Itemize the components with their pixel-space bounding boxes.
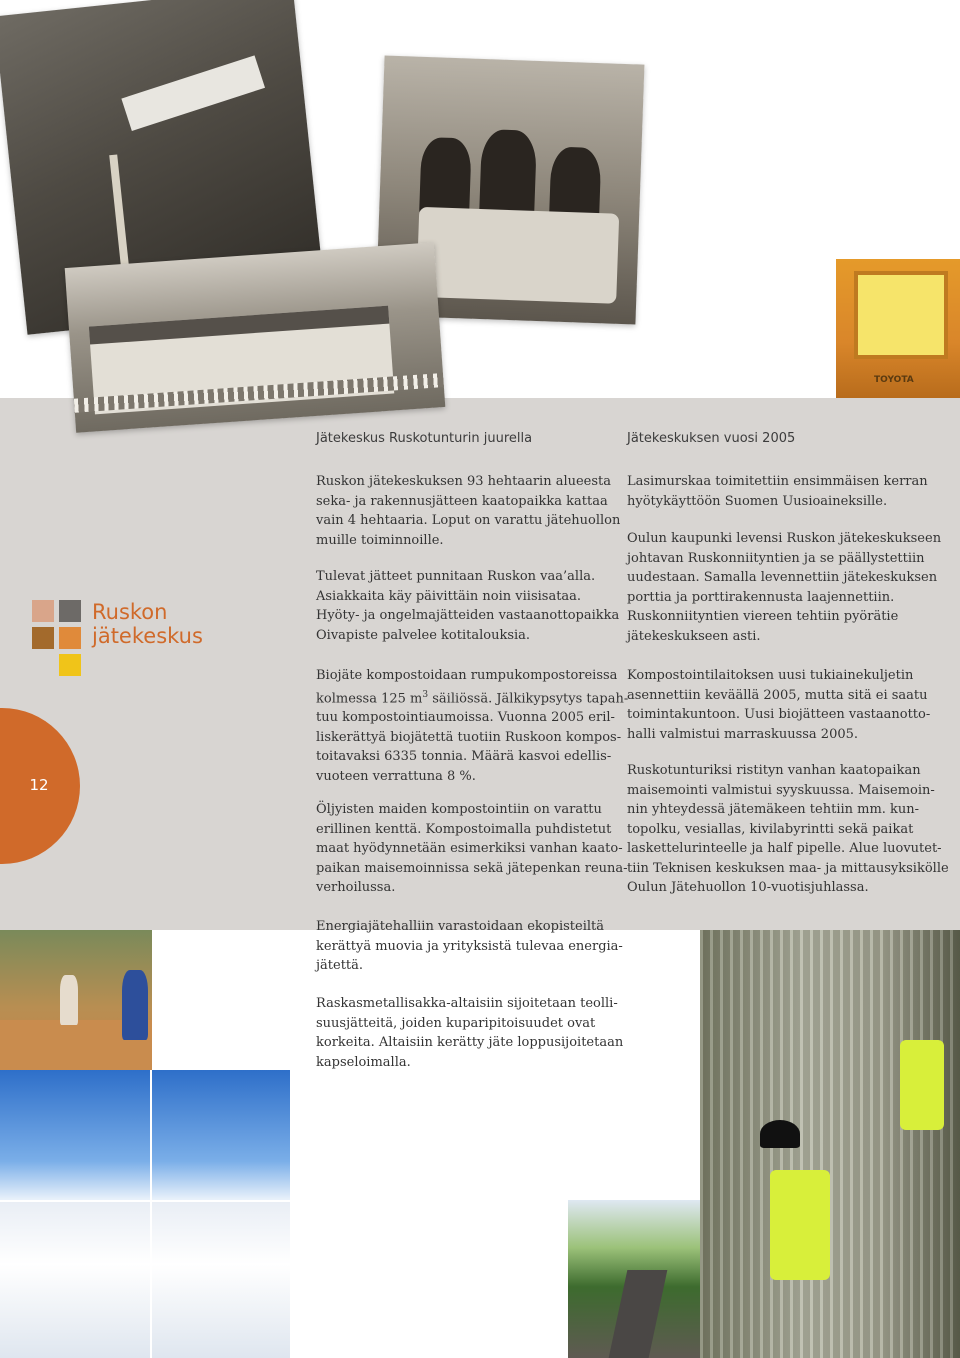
- logo-square: [59, 654, 81, 676]
- right-paragraph: Lasimurskaa toimitettiin ensimmäisen kerran hyötykäyttöön Suomen Uusioaineksille.: [627, 474, 928, 509]
- painters-photo: [700, 930, 960, 1358]
- snow-sky-tile: [152, 1070, 290, 1200]
- photo-person: [122, 970, 148, 1040]
- left-paragraph-biojate: [316, 666, 628, 786]
- biojate-rest: tuu kompostointiaumoissa. Vuonna 2005 eril- liskerättyä biojätettä tuotiin Ruskoon kompos- toitavaksi 6335 tonnia. Määrä kasvoi edellis- vuoteen verrattuna 8 %.: [316, 710, 622, 784]
- bike-path-photo: [568, 1200, 700, 1358]
- logo-text: Ruskon jätekeskus: [92, 600, 203, 648]
- left-paragraph: Ruskon jätekeskuksen 93 hehtaarin alueesta seka- ja rakennusjätteen kaatopaikka kattaa vain 4 hehtaaria. Loput on varattu jätehuollon muille toiminnoille.: [316, 474, 621, 548]
- photo-vest: [770, 1170, 830, 1280]
- right-heading: Jätekeskuksen vuosi 2005: [627, 431, 796, 446]
- biojate-line: kolmessa 125 m: [316, 690, 423, 706]
- logo-square: [59, 627, 81, 649]
- forklift-cab: [854, 271, 948, 359]
- biojate-line: säiliössä. Jälkikypsytys tapah-: [428, 690, 629, 706]
- logo-square: [32, 627, 54, 649]
- biojate-line: Biojäte kompostoidaan rumpukompostoreissa: [316, 668, 618, 683]
- logo-square: [59, 600, 81, 622]
- ruskon-jatekeskus-logo: [32, 600, 232, 684]
- photo-cap: [760, 1120, 800, 1148]
- right-paragraph: Oulun kaupunki levensi Ruskon jätekeskukseen johtavan Ruskonniityntien ja se päällystettiin uudestaan. Samalla levennettiin jätekeskuksen porttia ja porttirakennusta laajennettiin. Ruskonniityntien viereen tehtiin pyörätie jätekeskukseen asti.: [627, 531, 942, 644]
- photo-vest: [900, 1040, 944, 1130]
- snow-field-tile: [0, 1202, 150, 1358]
- photo-person: [479, 129, 537, 221]
- left-paragraph: Energiajätehalliin varastoidaan ekopisteiltä kerättyä muovia ja yrityksistä tulevaa energia- jätettä.: [316, 919, 623, 973]
- left-paragraph: Raskasmetallisakka-altaisiin sijoitetaan teolli- suusjätteitä, joiden kuparipitoisuudet ovat korkeita. Altaisiin kerätty jäte loppusijoitetaan kapseloimalla.: [316, 996, 624, 1070]
- left-heading: Jätekeskus Ruskotunturin juurella: [316, 431, 533, 446]
- energy-hall-photo: [0, 930, 152, 1070]
- logo-square: [32, 600, 54, 622]
- snow-field-tile: [152, 1202, 290, 1358]
- left-paragraph: Tulevat jätteet punnitaan Ruskon vaa’alla. Asiakkaita käy päivittäin noin viisisataa. Hyöty- ja ongelmajätteiden vastaanottopaikka Oivapiste palvelee kotitalouksia.: [316, 569, 620, 643]
- page-number: 12: [29, 776, 49, 794]
- historic-house-photo: [65, 242, 446, 432]
- photo-wall: [700, 930, 960, 1358]
- photo-person: [60, 975, 78, 1025]
- forklift-brand: TOYOTA: [874, 375, 914, 385]
- right-paragraph: Kompostointilaitoksen uusi tukiainekuljetin asennettiin keväällä 2005, mutta sitä ei saatu toimintakuntoon. Uusi biojätteen vastaanotto- halli valmistui marraskuussa 2005.: [627, 668, 931, 742]
- snow-sky-tile: [0, 1070, 150, 1200]
- biojate-superscript: 3: [422, 689, 429, 700]
- right-paragraph: Ruskotunturiksi ristityn vanhan kaatopaikan maisemointi valmistui syyskuussa. Maisemoin- nin yhteydessä jätemäkeen tehtiin mm. kun- topolku, vesiallas, kivilabyrintti sekä paikat laskettelurinteelle ja half pipelle. Alue luovutet- tiin Teknisen keskuksen maa- ja mittausyksiköllе Oulun Jätehuollon 10-vuotisjuhlassa.: [627, 763, 949, 895]
- forklift-photo: [836, 259, 960, 398]
- photo-sign: [121, 55, 265, 131]
- photo-road: [609, 1270, 668, 1358]
- photo-table: [416, 207, 619, 304]
- snow-photo-grid: [0, 1070, 290, 1358]
- left-paragraph: Öljyisten maiden kompostointiin on varattu erillinen kenttä. Kompostoimalla puhdistetut maat hyödynnetään esimerkiksi vanhan kaato- paikan maisemoinnissa sekä jätepenkan reuna- verhoilussa.: [316, 802, 628, 895]
